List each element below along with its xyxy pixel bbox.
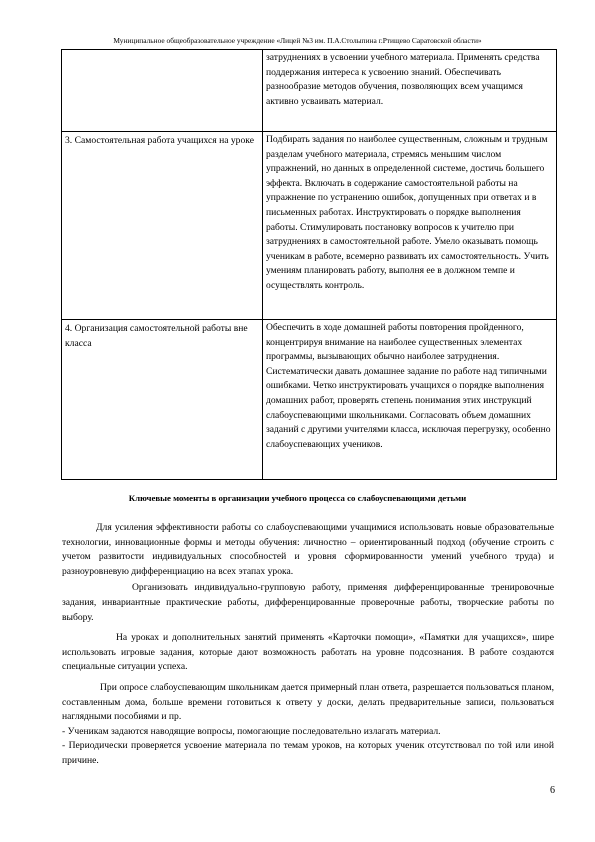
table-row bbox=[62, 50, 557, 132]
section-heading: Ключевые моменты в организации учебного процесса со слабоуспевающими детьми bbox=[128, 493, 467, 503]
table-cell-form: 4. Организация самостоятельной работы вне класса bbox=[62, 320, 263, 480]
page-header: Муниципальное общеобразовательное учреждение «Лицей №3 им. П.А.Столыпина г.Ртищево Саратовской области» bbox=[113, 36, 482, 45]
table-row bbox=[62, 320, 557, 480]
table-cell-measures: Обеспечить в ходе домашней работы повторения пройденного, концентрируя внимание на наиболее существенных элементах программы, вызывающих обычно наиболее затруднения. Систематически давать домашнее задание по работе над типичными ошибками. Четко инструктировать учащихся о порядке выполнения домашних работ, проверять степень понимания этих инструкций слабоуспевающими школьниками. Согласовать объем домашних заданий с другими учителями класса, исключая перегрузку, особенно слабоуспевающих учеников. bbox=[263, 320, 557, 480]
paragraph: Для усиления эффективности работы со слабоуспевающими учащимися использовать новые образовательные технологии, инновационные формы и методы обучения: личностно – ориентированный подход (обучение строить с учетом развитости индивидуальных способностей и уровня сформированности умений учебного труда) и разноуровневую дифференциацию на всех этапах урока. bbox=[62, 522, 554, 577]
paragraph: Организовать индивидуально-групповую работу, применяя дифференцированные тренировочные задания, инвариантные практические работы, дифференцированные проверочные работы, творческие работы по выбору. bbox=[62, 582, 554, 623]
table-cell-measures: затруднениях в усвоении учебного материала. Применять средства поддержания интереса к усвоению знаний. Обеспечивать разнообразие методов обучения, позволяющих всем учащимся активно усваивать материал. bbox=[263, 50, 557, 132]
table-cell-form: 3. Самостоятельная работа учащихся на уроке bbox=[62, 132, 263, 320]
work-plan-table bbox=[61, 49, 557, 480]
list-item: - Периодически проверяется усвоение материала по темам уроков, на которых ученик отсутствовал по той или иной причине. bbox=[62, 740, 554, 766]
list-item: - Ученикам задаются наводящие вопросы, помогающие последовательно излагать материал. bbox=[62, 725, 441, 737]
paragraph: При опросе слабоуспевающим школьникам дается примерный план ответа, разрешается пользоваться планом, составленным дома, больше времени готовиться к ответу у доски, делать предварительные записи, пользоваться наглядными пособиями и пр. bbox=[62, 681, 554, 723]
section-body bbox=[62, 521, 554, 769]
page-number: 6 bbox=[550, 785, 555, 796]
table-cell-form bbox=[62, 50, 263, 132]
paragraph: На уроках и дополнительных занятий применять «Карточки помощи», «Памятки для учащихся», шире использовать игровые задания, которые дают возможность работать на уровне подсознания. В работе создаются специальные ситуации успеха. bbox=[62, 632, 554, 673]
table-cell-measures: Подбирать задания по наиболее существенным, сложным и трудным разделам учебного материала, стремясь меньшим числом упражнений, но данных в определенной системе, достичь большего эффекта. Включать в содержание самостоятельной работы на упражнение по устранению ошибок, допущенных при ответах и в письменных работах. Инструктировать о порядке выполнения работы. Стимулировать постановку вопросов к учителю при затруднениях в самостоятельной работе. Умело оказывать помощь ученикам в работе, всемерно развивать их самостоятельность. Учить умениям планировать работу, выполня ее в должном темпе и осуществлять контроль. bbox=[263, 132, 557, 320]
table-row bbox=[62, 132, 557, 320]
